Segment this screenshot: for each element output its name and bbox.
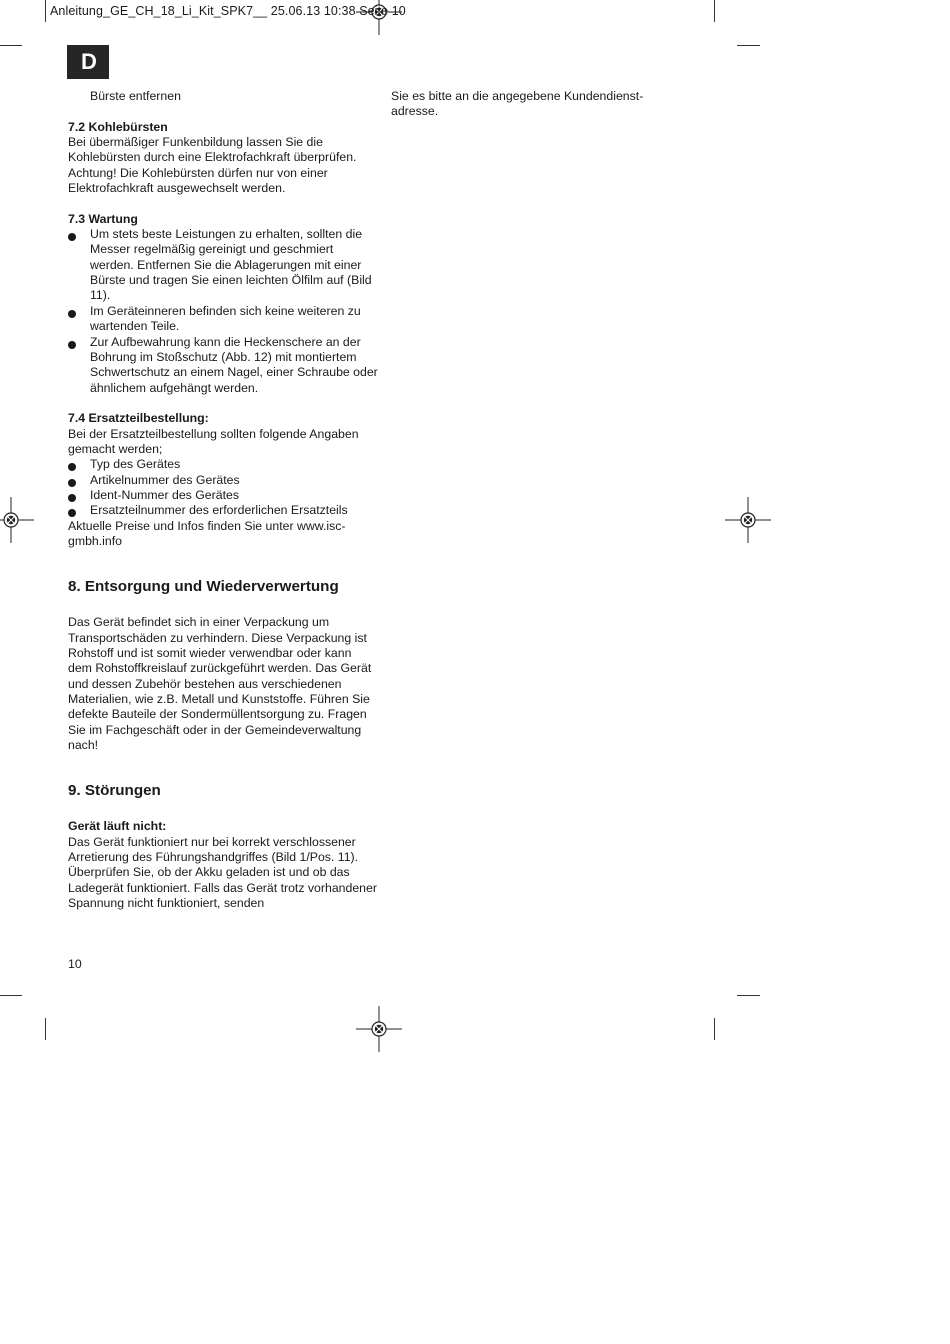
crop-mark — [737, 995, 760, 996]
section-7-2-text: Bei übermäßiger Funkenbildung lassen Sie die Kohlebürsten durch eine Elektrofachkraft überprüfen. Achtung! Die Kohlebürsten dürfen nur von einer Elektrofachkraft ausgewechselt werden. — [68, 135, 357, 196]
crop-mark — [714, 0, 715, 22]
list-item: Um stets beste Leistungen zu erhalten, sollten die Messer regelmäßig gereinigt und geschmiert werden. Entfernen Sie die Ablagerungen mit einer Bürste und tragen Sie einen leichten Ölfilm auf (Bild 11). — [68, 227, 378, 304]
page-number: 10 — [68, 957, 82, 971]
list-item: Ident-Nummer des Gerätes — [68, 488, 378, 503]
list-item: Im Geräteinneren befinden sich keine weiteren zu wartenden Teile. — [68, 304, 378, 335]
registration-mark-icon — [725, 497, 771, 543]
section-8-text: Das Gerät befindet sich in einer Verpackung um Transportschäden zu verhindern. Diese Verpackung ist Rohstoff und ist somit wieder verwendbar oder kann dem Rohstoffkreislauf zurückgeführt werden. Das Gerät und dessen Zubehör bestehen aus verschiedenen Materialien, wie z.B. Metall und Kunststoffe. Führen Sie defekte Bauteile der Sondermüllentsorgung zu. Fragen Sie im Fachgeschäft oder in der Gemeindeverwaltung nach! — [68, 615, 372, 753]
crop-mark — [0, 45, 22, 46]
section-9-heading: 9. Störungen — [68, 782, 161, 800]
section-9-text-2: Überprüfen Sie, ob der Akku geladen ist und ob das Ladegerät funktioniert. Falls das Gerät trotz vorhandener Spannung nicht funktioniert, senden — [68, 865, 377, 911]
language-badge: D — [67, 45, 109, 79]
maintenance-list — [68, 227, 378, 396]
list-item: Typ des Gerätes — [68, 457, 378, 472]
registration-mark-icon — [0, 497, 34, 543]
right-column — [391, 89, 681, 120]
print-slug: Anleitung_GE_CH_18_Li_Kit_SPK7__ 25.06.13 10:38 Seite 10 — [50, 4, 406, 18]
section-7-2-heading: 7.2 Kohlebürsten — [68, 119, 168, 134]
intro-line: Bürste entfernen — [90, 89, 181, 103]
list-item: Artikelnummer des Gerätes — [68, 473, 378, 488]
section-9-text-1: Das Gerät funktioniert nur bei korrekt verschlossener Arretierung des Führungshandgriffes (Bild 1/Pos. 11). — [68, 834, 359, 865]
crop-mark — [0, 995, 22, 996]
spare-parts-list — [68, 457, 378, 518]
registration-mark-icon — [356, 1006, 402, 1052]
crop-mark — [45, 1018, 46, 1040]
section-7-3-heading: 7.3 Wartung — [68, 211, 138, 226]
crop-mark — [737, 45, 760, 46]
left-column — [68, 89, 378, 911]
section-7-4-outro: Aktuelle Preise und Infos finden Sie unter www.isc-gmbh.info — [68, 518, 346, 548]
list-item: Zur Aufbewahrung kann die Heckenschere an der Bohrung im Stoßschutz (Abb. 12) mit montiertem Schwertschutz an einem Nagel, einer Schraube oder ähnlichem aufgehängt werden. — [68, 335, 378, 396]
list-item: Ersatzteilnummer des erforderlichen Ersatzteils — [68, 503, 378, 518]
crop-mark — [714, 1018, 715, 1040]
section-8-heading: 8. Entsorgung und Wiederverwertung — [68, 578, 339, 596]
right-column-text: Sie es bitte an die angegebene Kundendienst-adresse. — [391, 89, 644, 119]
section-7-4-intro: Bei der Ersatzteilbestellung sollten folgende Angaben gemacht werden; — [68, 426, 359, 456]
section-7-4-heading: 7.4 Ersatzteilbestellung: — [68, 411, 209, 426]
section-9-subheading: Gerät läuft nicht: — [68, 819, 167, 834]
crop-mark — [45, 0, 46, 22]
